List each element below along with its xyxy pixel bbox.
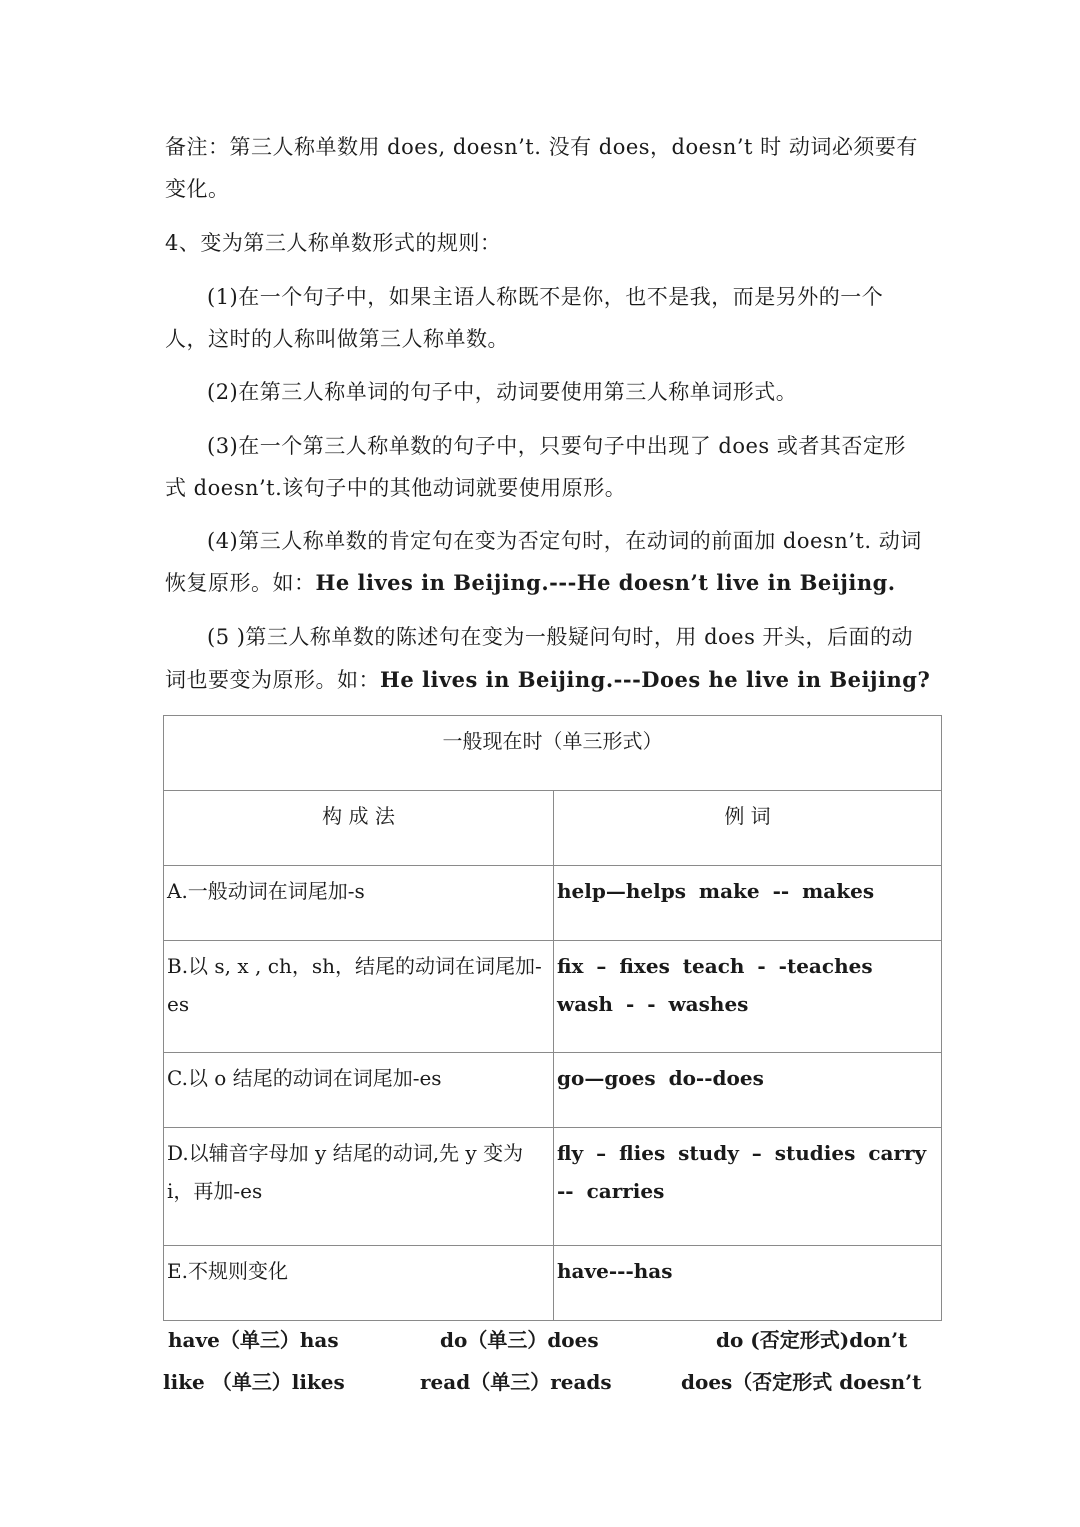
rule-4-example: He lives in Beijing.---He doesn’t live in Beijing. [315,570,896,595]
method-text: C.以 o 结尾的动词在词尾加-es [167,1066,442,1090]
rule-5-line-1: (5 )第三人称单数的陈述句在变为一般疑问句时，用 does 开头，后面的动 [207,625,914,649]
rule-5-line-2 [165,664,930,694]
header-method-label: 构 成 法 [322,804,395,828]
note-line-2: 变化。 [165,177,230,201]
rule-1-line-2: 人，这时的人称叫做第三人称单数。 [165,327,509,351]
examples-cell [554,866,942,941]
bottom-item: do（单三）does [440,1328,599,1352]
method-text: E.不规则变化 [167,1259,288,1283]
method-cell [164,866,554,941]
table-row [164,1246,942,1321]
table-title-cell [164,716,942,791]
rule-1-line-1: (1)在一个句子中，如果主语人称既不是你，也不是我，而是另外的一个 [207,285,884,309]
table-row [164,941,942,1053]
bottom-item: have（单三）has [168,1328,339,1352]
examples-cell [554,941,942,1053]
examples-text: have---has [557,1259,673,1283]
table-title: 一般现在时（单三形式） [442,729,663,753]
method-text: A.一般动词在词尾加-s [167,879,365,903]
rule-3-line-2: 式 doesn’t.该句子中的其他动词就要使用原形。 [165,476,627,500]
examples-cell [554,1053,942,1128]
rule-2-line-1: (2)在第三人称单词的句子中，动词要使用第三人称单词形式。 [207,380,798,404]
rule-5-prefix: 词也要变为原形。如： [165,668,380,692]
header-examples-label: 例 词 [724,804,771,828]
rule-4-line-1: (4)第三人称单数的肯定句在变为否定句时，在动词的前面加 doesn’t. 动词 [207,529,922,553]
third-person-table [163,715,942,1321]
examples-text: fix – fixes teach - -teaches wash - - washes [557,954,873,1016]
rule-4-prefix: 恢复原形。如： [165,571,316,595]
bottom-item: do (否定形式)don’t [716,1328,908,1352]
method-text: D.以辅音字母加 y 结尾的动词,先 y 变为 i，再加-es [167,1141,524,1203]
bottom-item: read（单三）reads [420,1370,612,1394]
method-text: B.以 s, x , ch，sh，结尾的动词在词尾加-es [167,954,542,1016]
rule-3-line-1: (3)在一个第三人称单数的句子中，只要句子中出现了 does 或者其否定形 [207,434,906,458]
rules-heading: 4、变为第三人称单数形式的规则： [165,231,502,255]
examples-cell [554,1246,942,1321]
method-cell [164,941,554,1053]
examples-text: fly – flies study – studies carry -- carries [557,1141,927,1203]
method-cell [164,1053,554,1128]
table-row [164,1128,942,1246]
table-header-method [164,791,554,866]
rule-4-line-2 [165,567,896,597]
bottom-item: like （单三）likes [163,1370,345,1394]
method-cell [164,1246,554,1321]
rule-5-example: He lives in Beijing.---Does he live in Beijing? [380,667,931,692]
note-line-1: 备注：第三人称单数用 does, doesn’t. 没有 does，doesn’t 时 动词必须要有 [165,135,918,159]
examples-cell [554,1128,942,1246]
table-row [164,1053,942,1128]
examples-text: help—helps make -- makes [557,879,875,903]
examples-text: go—goes do--does [557,1066,764,1090]
method-cell [164,1128,554,1246]
table-header-examples [554,791,942,866]
table-row [164,866,942,941]
bottom-item: does（否定形式 doesn’t [681,1370,922,1394]
